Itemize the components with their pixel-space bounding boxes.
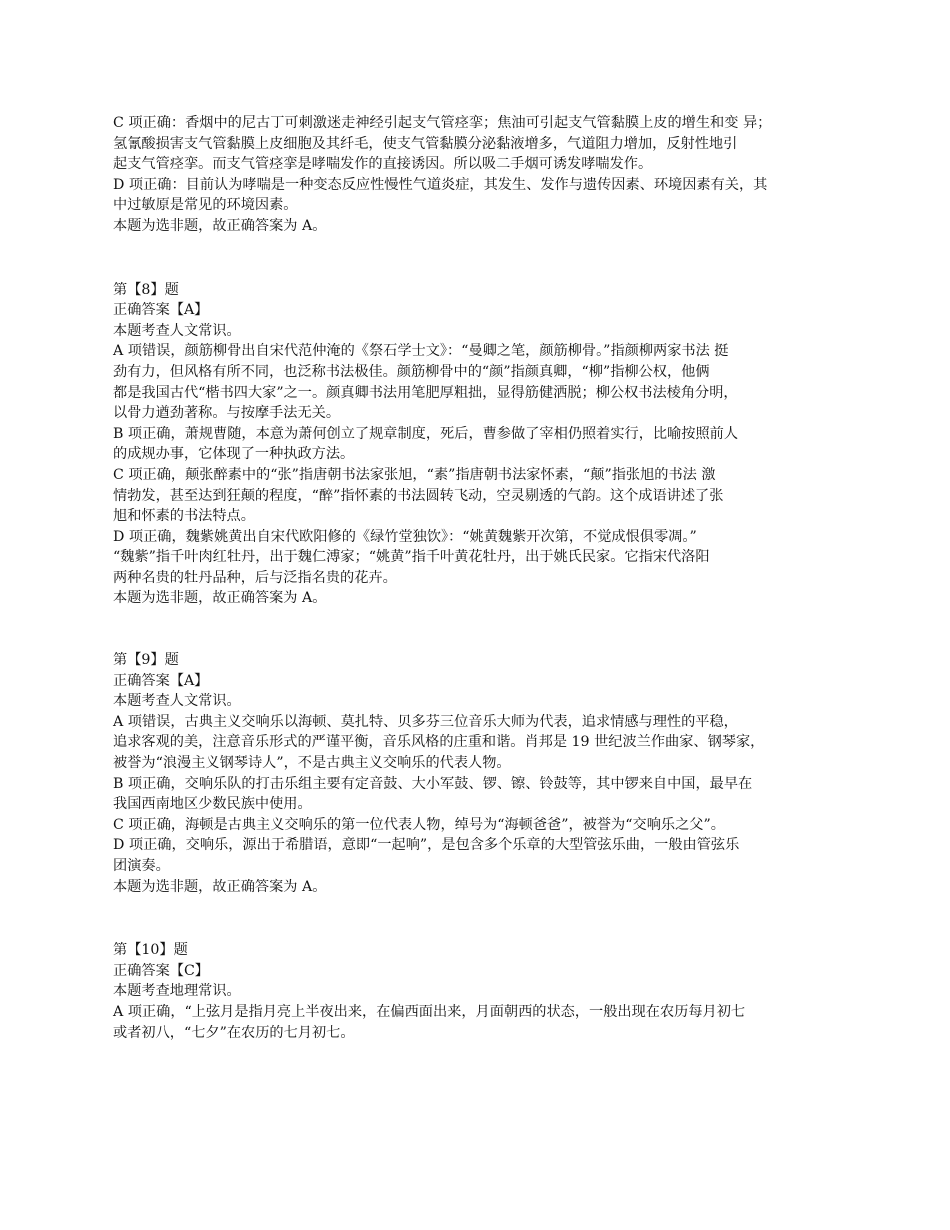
text-line: 本题为选非题，故正确答案为 A。 xyxy=(113,217,327,234)
question-title: 第【8】题 xyxy=(113,281,179,298)
text-line: 的成规办事，它体现了一种执政方法。 xyxy=(113,446,355,463)
question-10-block xyxy=(113,940,853,1043)
question-9-block xyxy=(113,650,853,897)
text-line: 本题考查人文常识。 xyxy=(113,693,241,710)
text-line: 被誉为“浪漫主义钢琴诗人”，不是古典主义交响乐的代表人物。 xyxy=(113,755,511,772)
answer-label: 正确答案【A】 xyxy=(113,672,209,689)
text-line: 我国西南地区少数民族中使用。 xyxy=(113,796,312,813)
answer-label: 正确答案【C】 xyxy=(113,962,209,979)
text-line: B 项正确，萧规曹随，本意为萧何创立了规章制度，死后，曹参做了宰相仍照着实行，比喻按照前人 xyxy=(113,425,739,442)
text-line: D 项正确：目前认为哮喘是一种变态反应性慢性气道炎症，其发生、发作与遗传因素、环境因素有关，其 xyxy=(113,176,768,193)
text-line: C 项正确，海顿是古典主义交响乐的第一位代表人物，绰号为“海顿爸爸”，被誉为“交响乐之父”。 xyxy=(113,816,725,833)
text-line: 都是我国古代“楷书四大家”之一。颜真卿书法用笔肥厚粗拙，显得筋健洒脱；柳公权书法棱角分明， xyxy=(113,384,738,401)
text-line: B 项正确，交响乐队的打击乐组主要有定音鼓、大小军鼓、锣、镲、铃鼓等，其中锣来自中国，最早在 xyxy=(113,775,753,792)
text-line: D 项正确，魏紫姚黄出自宋代欧阳修的《绿竹堂独饮》：“姚黄魏紫开次第，不觉成恨俱零凋。” xyxy=(113,528,697,545)
text-line: A 项正确，“上弦月是指月亮上半夜出来，在偏西面出来，月面朝西的状态，一般出现在农历每月初七 xyxy=(113,1003,746,1020)
section-spacer xyxy=(113,897,853,940)
text-line: 以骨力遒劲著称。与按摩手法无关。 xyxy=(113,405,341,422)
text-line: 两种名贵的牡丹品种，后与泛指名贵的花卉。 xyxy=(113,569,397,586)
document-page xyxy=(113,113,853,1043)
text-line: 旭和怀素的书法特点。 xyxy=(113,508,255,525)
text-line: 团演奏。 xyxy=(113,858,170,874)
question-8-block xyxy=(113,280,853,610)
question-title: 第【9】题 xyxy=(113,652,179,669)
section-spacer xyxy=(113,237,853,280)
text-line: D 项正确，交响乐，源出于希腊语，意即“一起响”，是包含多个乐章的大型管弦乐曲，一般由管弦乐 xyxy=(113,837,740,854)
text-line: C 项正确，颠张醉素中的“张”指唐朝书法家张旭，“素”指唐朝书法家怀素，“颠”指张旭的书法 激 xyxy=(113,466,716,483)
text-line: 起支气管痉挛。而支气管痉挛是哮喘发作的直接诱因。所以吸二手烟可诱发哮喘发作。 xyxy=(113,156,653,173)
section-spacer xyxy=(113,609,853,650)
text-line: 情勃发，甚至达到狂颠的程度，“醉”指怀素的书法圆转飞动，空灵剔透的气韵。这个成语讲述了张 xyxy=(113,487,724,504)
text-line: A 项错误，古典主义交响乐以海顿、莫扎特、贝多芬三位音乐大师为代表，追求情感与理性的平稳， xyxy=(113,713,738,730)
text-line: 或者初八，“七夕”在农历的七月初七。 xyxy=(113,1024,355,1041)
text-line: 本题考查人文常识。 xyxy=(113,322,241,339)
intro-block xyxy=(113,113,853,237)
question-title: 第【10】题 xyxy=(113,942,188,959)
text-line: 劲有力，但风格有所不同，也泛称书法极佳。颜筋柳骨中的“颜”指颜真卿，“柳”指柳公权，他俩 xyxy=(113,363,710,380)
text-line: 本题为选非题，故正确答案为 A。 xyxy=(113,590,327,607)
text-line: A 项错误，颜筋柳骨出自宋代范仲淹的《祭石学士文》：“曼卿之笔，颜筋柳骨。”指颜柳两家书法 挺 xyxy=(113,343,729,360)
text-line: 氢氰酸损害支气管黏膜上皮细胞及其纤毛，使支气管黏膜分泌黏液增多，气道阻力增加，反射性地引 xyxy=(113,135,738,152)
text-line: C 项正确：香烟中的尼古丁可刺激迷走神经引起支气管痉挛；焦油可引起支气管黏膜上皮的增生和变 异； xyxy=(113,115,772,131)
text-line: 中过敏原是常见的环境因素。 xyxy=(113,197,298,214)
text-line: “魏紫”指千叶肉红牡丹，出于魏仁溥家；“姚黄”指千叶黄花牡丹，出于姚氏民家。它指宋代洛阳 xyxy=(113,549,710,566)
text-line: 本题考查地理常识。 xyxy=(113,983,241,1000)
text-line: 本题为选非题，故正确答案为 A。 xyxy=(113,878,327,895)
answer-label: 正确答案【A】 xyxy=(113,302,209,319)
text-line: 追求客观的美，注意音乐形式的严谨平衡，音乐风格的庄重和谐。肖邦是 19 世纪波兰作曲家、钢琴家， xyxy=(113,734,765,751)
